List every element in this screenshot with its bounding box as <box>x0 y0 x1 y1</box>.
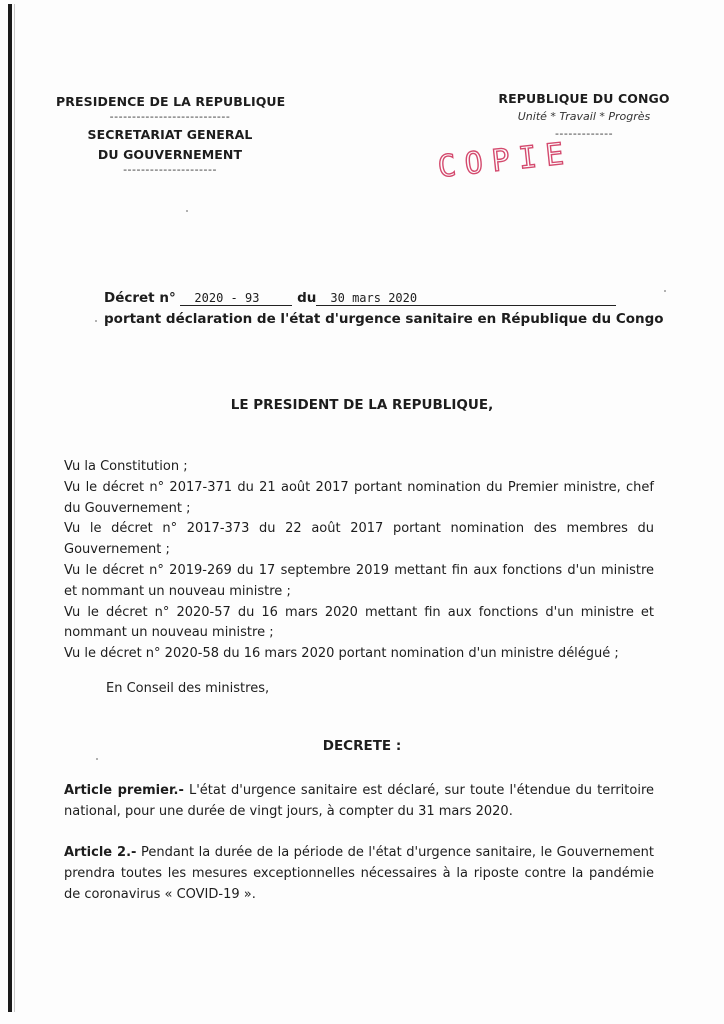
decree-prefix: Décret n° <box>104 290 176 306</box>
article-2 <box>64 842 654 905</box>
visa-item: Vu le décret n° 2020-58 du 16 mars 2020 portant nomination d'un ministre délégué ; <box>64 646 619 662</box>
copie-stamp: COPIE <box>436 135 575 185</box>
decree-date: 30 mars 2020 <box>316 291 616 306</box>
decree-title-line <box>104 290 624 306</box>
decree-number: 2020 - 93 <box>180 291 292 306</box>
header-presidence: PRESIDENCE DE LA REPUBLIQUE <box>56 94 286 109</box>
visa-item: Vu le décret n° 2020-57 du 16 mars 2020 mettant fin aux fonctions d'un ministre et nommant un nouveau ministre ; <box>64 604 654 641</box>
header-motto: Unité * Travail * Progrès <box>517 110 651 123</box>
scan-speck <box>186 210 188 212</box>
visa-item: Vu le décret n° 2017-371 du 21 août 2017 portant nomination du Premier ministre, chef du Gouvernement ; <box>64 479 654 516</box>
visa-item: Vu le décret n° 2019-269 du 17 septembre 2019 mettant fin aux fonctions d'un ministre et nommant un nouveau ministre ; <box>64 562 654 599</box>
scan-speck <box>95 320 97 322</box>
header-separator: ------------- <box>554 127 614 140</box>
visas-list <box>64 457 654 665</box>
scan-speck <box>96 758 98 760</box>
decree-subtitle: portant déclaration de l'état d'urgence sanitaire en République du Congo <box>104 311 664 327</box>
decree-date-prefix: du <box>297 290 317 306</box>
header-country: REPUBLIQUE DU CONGO <box>498 91 670 106</box>
header-gouvernement: DU GOUVERNEMENT <box>97 147 243 162</box>
visa-item: Vu la Constitution ; <box>64 459 188 474</box>
article-text: Pendant la durée de la période de l'état d'urgence sanitaire, le Gouvernement prendra toutes les mesures exceptionnelles nécessaires à la riposte contre la pandémie de coronavirus « COVID-19 ». <box>64 845 654 902</box>
article-label: Article 2.- <box>64 845 137 860</box>
visa-item: Vu le décret n° 2017-373 du 22 août 2017 portant nomination des membres du Gouvernement ; <box>64 521 654 558</box>
article-text: L'état d'urgence sanitaire est déclaré, sur toute l'étendue du territoire national, pour une durée de vingt jours, à compter du 31 mars 2020. <box>64 783 654 819</box>
article-label: Article premier.- <box>64 783 184 798</box>
article-1 <box>64 780 654 822</box>
scan-speck <box>664 290 666 292</box>
header-separator: --------------------------- <box>109 110 231 123</box>
header-separator: --------------------- <box>123 163 217 176</box>
header-secretariat: SECRETARIAT GENERAL <box>87 127 253 142</box>
binder-edge-shadow <box>14 4 15 1012</box>
authority-heading: LE PRESIDENT DE LA REPUBLIQUE, <box>230 397 494 413</box>
binder-edge <box>8 4 12 1012</box>
council-line: En Conseil des ministres, <box>106 681 270 696</box>
decrete-heading: DECRETE : <box>322 738 402 754</box>
